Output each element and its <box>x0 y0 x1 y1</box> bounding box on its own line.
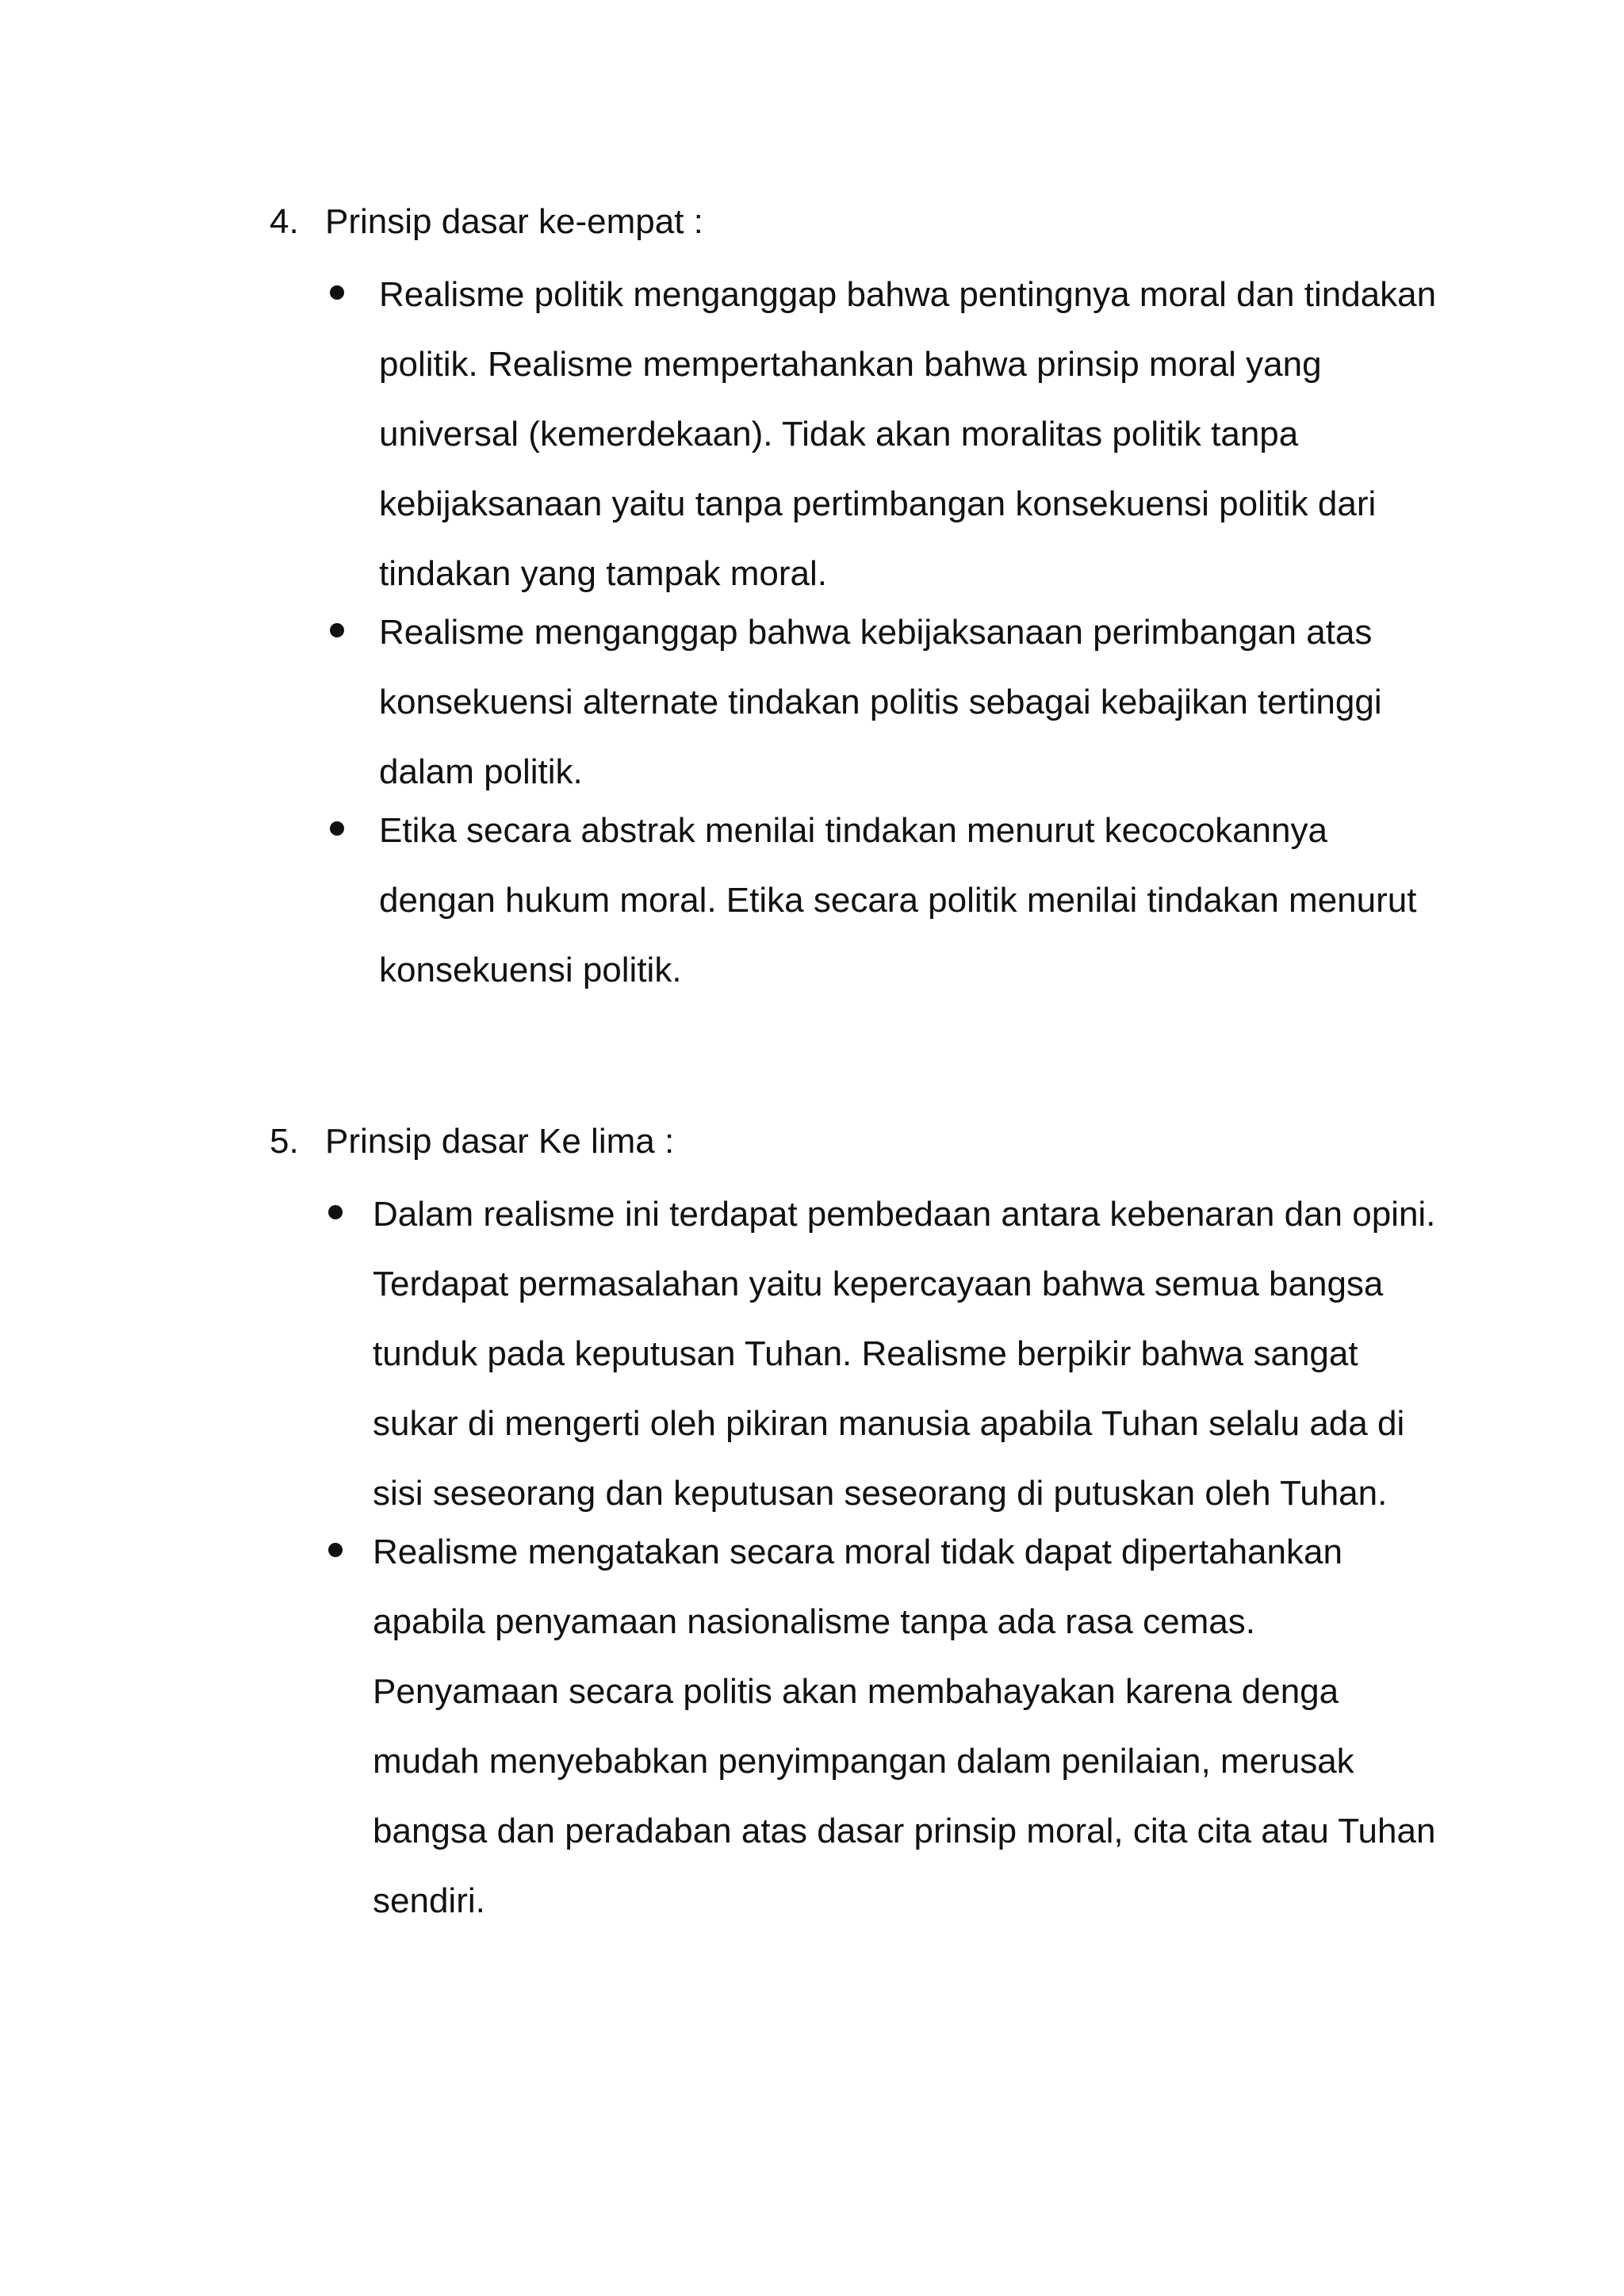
list-item <box>270 796 1443 1005</box>
section-title: Prinsip dasar Ke lima : <box>325 1122 675 1161</box>
section-heading <box>270 198 1443 246</box>
list-number: 5. <box>270 1122 299 1161</box>
list-number: 4. <box>270 202 299 241</box>
bullet-icon <box>328 1543 343 1557</box>
section-heading <box>270 1118 1443 1165</box>
bullet-icon <box>330 821 344 836</box>
bullet-text: Etika secara abstrak menilai tindakan menurut kecocokannya dengan hukum moral. Etika secara politik menilai tindakan menurut konsekuensi politik. <box>379 811 1417 989</box>
section-title: Prinsip dasar ke-empat : <box>325 202 703 241</box>
bullet-text: Dalam realisme ini terdapat pembedaan antara kebenaran dan opini. Terdapat permasalahan yaitu kepercayaan bahwa semua bangsa tunduk pada keputusan Tuhan. Realisme berpikir bahwa sangat sukar di mengerti oleh pikiran manusia apabila Tuhan selalu ada di sisi seseorang dan keputusan seseorang di putuskan oleh Tuhan. <box>373 1195 1436 1513</box>
section-principle-4 <box>270 198 1443 1005</box>
bullet-list <box>270 260 1443 1005</box>
list-item <box>270 1517 1443 1936</box>
bullet-list <box>270 1180 1443 1936</box>
list-item <box>270 1180 1443 1529</box>
bullet-icon <box>330 285 344 300</box>
bullet-text: Realisme mengatakan secara moral tidak dapat dipertahankan apabila penyamaan nasionalisme tanpa ada rasa cemas. Penyamaan secara politis akan membahayakan karena denga mudah menyebabkan penyimpangan dalam penilaian, merusak bangsa dan peradaban atas dasar prinsip moral, cita cita atau Tuhan sendiri. <box>373 1533 1436 1920</box>
bullet-text: Realisme politik menganggap bahwa pentingnya moral dan tindakan politik. Realisme mempertahankan bahwa prinsip moral yang universal (kemerdekaan). Tidak akan moralitas politik tanpa kebijaksanaan yaitu tanpa pertimbangan konsekuensi politik dari tindakan yang tampak moral. <box>379 275 1437 593</box>
list-item <box>270 260 1443 609</box>
section-principle-5 <box>270 1118 1443 1936</box>
bullet-icon <box>330 623 344 637</box>
bullet-text: Realisme menganggap bahwa kebijaksanaan perimbangan atas konsekuensi alternate tindakan politis sebagai kebajikan tertinggi dalam politik. <box>379 613 1382 791</box>
bullet-icon <box>328 1205 343 1219</box>
list-item <box>270 598 1443 807</box>
